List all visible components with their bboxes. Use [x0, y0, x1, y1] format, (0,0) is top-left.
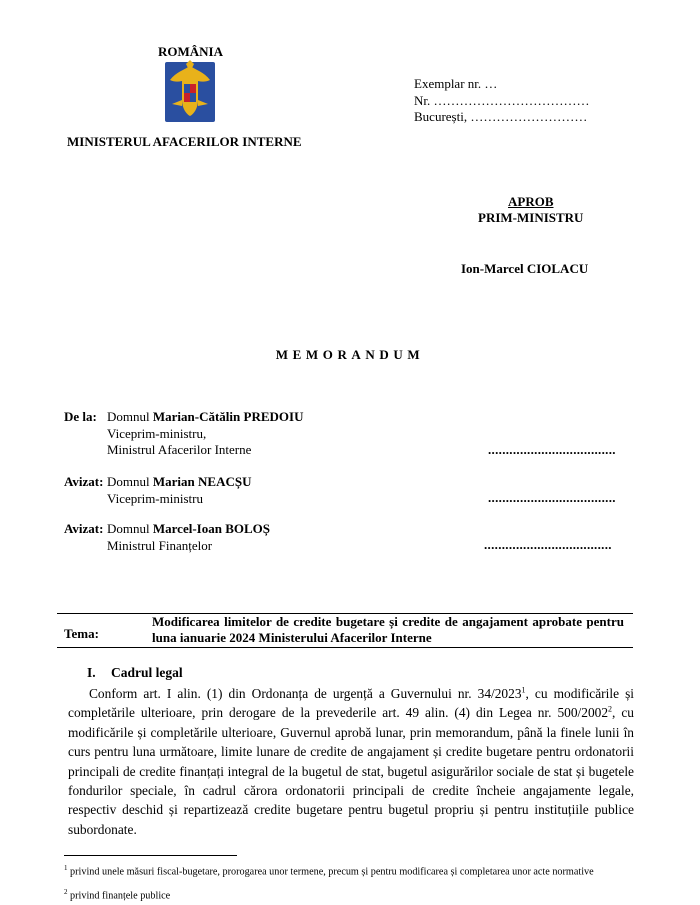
party-prefix: Domnul [107, 409, 153, 424]
copy-number-line: Exemplar nr. … [414, 76, 498, 91]
footnote-ref[interactable]: 1 [521, 685, 526, 695]
registration-number-line: Nr. ……………………………… [414, 92, 590, 108]
tema-text: Modificarea limitelor de credite bugetare și credite de angajament aprobate pentru luna ianuarie 2024 Ministerului Afacerilor Interne [152, 614, 624, 645]
approval-name: Ion-Marcel CIOLACU [461, 261, 589, 276]
footnote-separator [64, 855, 237, 856]
city-date-line: București, ……………………… [414, 109, 588, 124]
footnote [64, 862, 634, 878]
footnote-text: privind finanțele publice [67, 890, 171, 902]
paragraph-text: Conform art. I alin. (1) din Ordonanța de urgență a Guvernului nr. 34/2023 [89, 686, 522, 701]
ministry-name: MINISTERUL AFACERILOR INTERNE [67, 134, 302, 149]
party-label: Avizat: [64, 521, 104, 536]
country-name: ROMÂNIA [158, 44, 223, 59]
party-endorser [64, 474, 624, 508]
coat-of-arms-icon [162, 60, 218, 124]
party-role: Viceprim-ministru [107, 490, 203, 506]
paragraph-text: , cu modificările și completările ulterioare, Guvernul aprobă lunar, prin memorandum, până la finele lunii în curs pentru luna următoare, limite lunare de credite de angajament și credite bugetare pentru ordonatorii principali de credite finanțați integral de la bugetul de stat, bugetul asigurărilor sociale de stat și bugetele fondurilor speciale, în cadrul cărora ordonatorii principali de credite încheie angajamente legale, respectiv deschid și repartizează credite bugetare pentru bugetul propriu și pentru instituțiile publice subordonate. [68, 705, 634, 837]
paragraph-text: , cu modificările și completările ulterioare, prin derogare de la prevederile art. 49 alin. (4) din Legea nr. 500/2002 [68, 686, 634, 721]
section-title: Cadrul legal [111, 665, 183, 680]
party-endorser [64, 521, 624, 555]
tema-label: Tema: [64, 626, 99, 641]
footnote-text: privind unele măsuri fiscal-bugetare, prorogarea unor termene, precum și pentru modificarea și completarea unor acte normative [67, 866, 594, 878]
signature-line: .................................... [488, 442, 616, 457]
registration-block [414, 76, 590, 126]
party-role: Ministrul Finanțelor [107, 537, 213, 553]
memo-title: MEMORANDUM [275, 347, 425, 362]
section-number: I. [87, 665, 96, 680]
party-role: Ministrul Afacerilor Interne [107, 442, 252, 457]
party-label: Avizat: [64, 474, 104, 489]
party-name: Marcel-Ioan BOLOȘ [152, 521, 270, 536]
footnote-ref[interactable]: 2 [608, 704, 613, 714]
approval-role: PRIM-MINISTRU [478, 210, 584, 225]
footnote [64, 886, 634, 902]
footnote-number: 2 [64, 888, 68, 896]
party-name: Marian-Cătălin PREDOIU [152, 409, 304, 424]
party-name: Marian NEACȘU [152, 474, 252, 489]
footnote-number: 1 [64, 864, 68, 872]
party-from [64, 409, 624, 459]
party-label: De la: [64, 409, 97, 424]
party-prefix: Domnul [107, 474, 153, 489]
signature-line: .................................... [488, 490, 616, 505]
body-paragraph [68, 684, 634, 839]
signature-line: .................................... [484, 537, 612, 552]
approval-title: APROB [508, 194, 554, 209]
party-prefix: Domnul [107, 521, 153, 536]
party-role: Viceprim-ministru, [107, 425, 207, 441]
section-heading [87, 665, 183, 681]
tema-bottom-rule [57, 647, 633, 648]
